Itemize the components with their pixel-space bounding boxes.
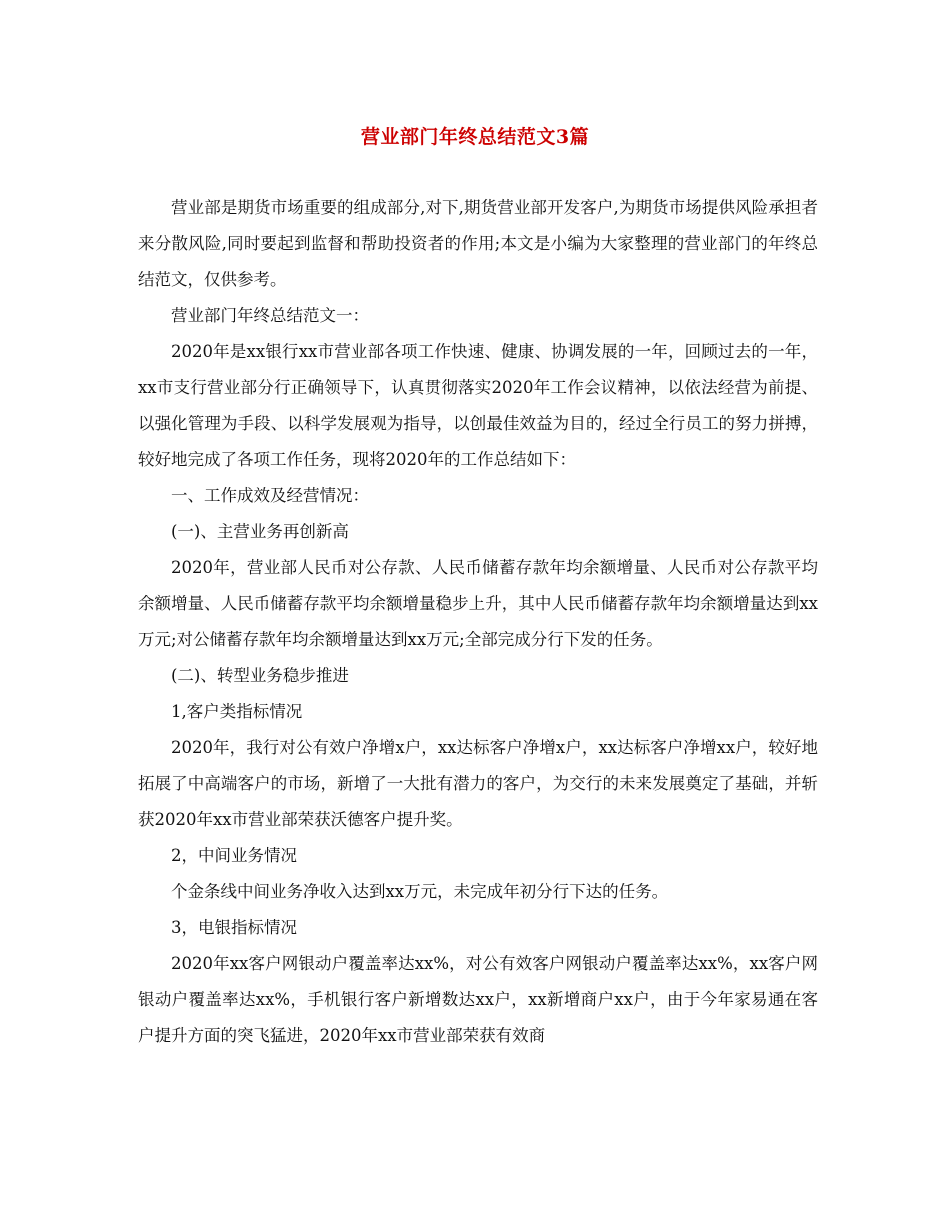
- paragraph-section-one-heading: 一、工作成效及经营情况：: [171, 486, 369, 505]
- paragraph-deposits: 2020年，营业部人民币对公存款、人民币储蓄存款年均余额增量、人民币对公存款平均余额增量、人民币储蓄存款平均余额增量稳步上升，其中人民币储蓄存款年均余额增量达到xx万元;对公储蓄存款年均余额增量达到xx万元;全部完成分行下发的任务。: [138, 558, 818, 649]
- paragraph-intermediate-business: 个金条线中间业务净收入达到xx万元，未完成年初分行下达的任务。: [171, 882, 669, 901]
- paragraph-subsection-one-heading: (一)、主营业务再创新高: [171, 522, 349, 541]
- paragraph-subsection-two-heading: (二)、转型业务稳步推进: [171, 666, 349, 685]
- paragraph-e-banking: 2020年xx客户网银动户覆盖率达xx%，对公有效客户网银动户覆盖率达xx%，xx客户网银动户覆盖率达xx%，手机银行客户新增数达xx户，xx新增商户xx户，由于今年家易通在客户提升方面的突飞猛进，2020年xx市营业部荣获有效商: [138, 954, 818, 1045]
- paragraph-e-banking-heading: 3，电银指标情况: [171, 918, 297, 937]
- document-title: 营业部门年终总结范文3篇: [360, 126, 590, 148]
- document-body: [138, 190, 818, 1054]
- paragraph-customer-indicators-heading: 1,客户类指标情况: [171, 702, 303, 721]
- paragraph-heading-sample-one: 营业部门年终总结范文一：: [171, 306, 369, 325]
- paragraph-customer-indicators: 2020年，我行对公有效户净增x户，xx达标客户净增x户，xx达标客户净增xx户，较好地拓展了中高端客户的市场，新增了一大批有潜力的客户，为交行的未来发展奠定了基础，并斩获2020年xx市营业部荣获沃德客户提升奖。: [138, 738, 818, 829]
- paragraph-intermediate-business-heading: 2，中间业务情况: [171, 846, 297, 865]
- paragraph-intro: 营业部是期货市场重要的组成部分,对下,期货营业部开发客户,为期货市场提供风险承担者来分散风险,同时要起到监督和帮助投资者的作用;本文是小编为大家整理的营业部门的年终总结范文，仅供参考。: [138, 198, 818, 289]
- paragraph-overview: 2020年是xx银行xx市营业部各项工作快速、健康、协调发展的一年，回顾过去的一年，xx市支行营业部分行正确领导下，认真贯彻落实2020年工作会议精神，以依法经营为前提、以强化管理为手段、以科学发展观为指导，以创最佳效益为目的，经过全行员工的努力拼搏，较好地完成了各项工作任务，现将2020年的工作总结如下：: [138, 342, 818, 469]
